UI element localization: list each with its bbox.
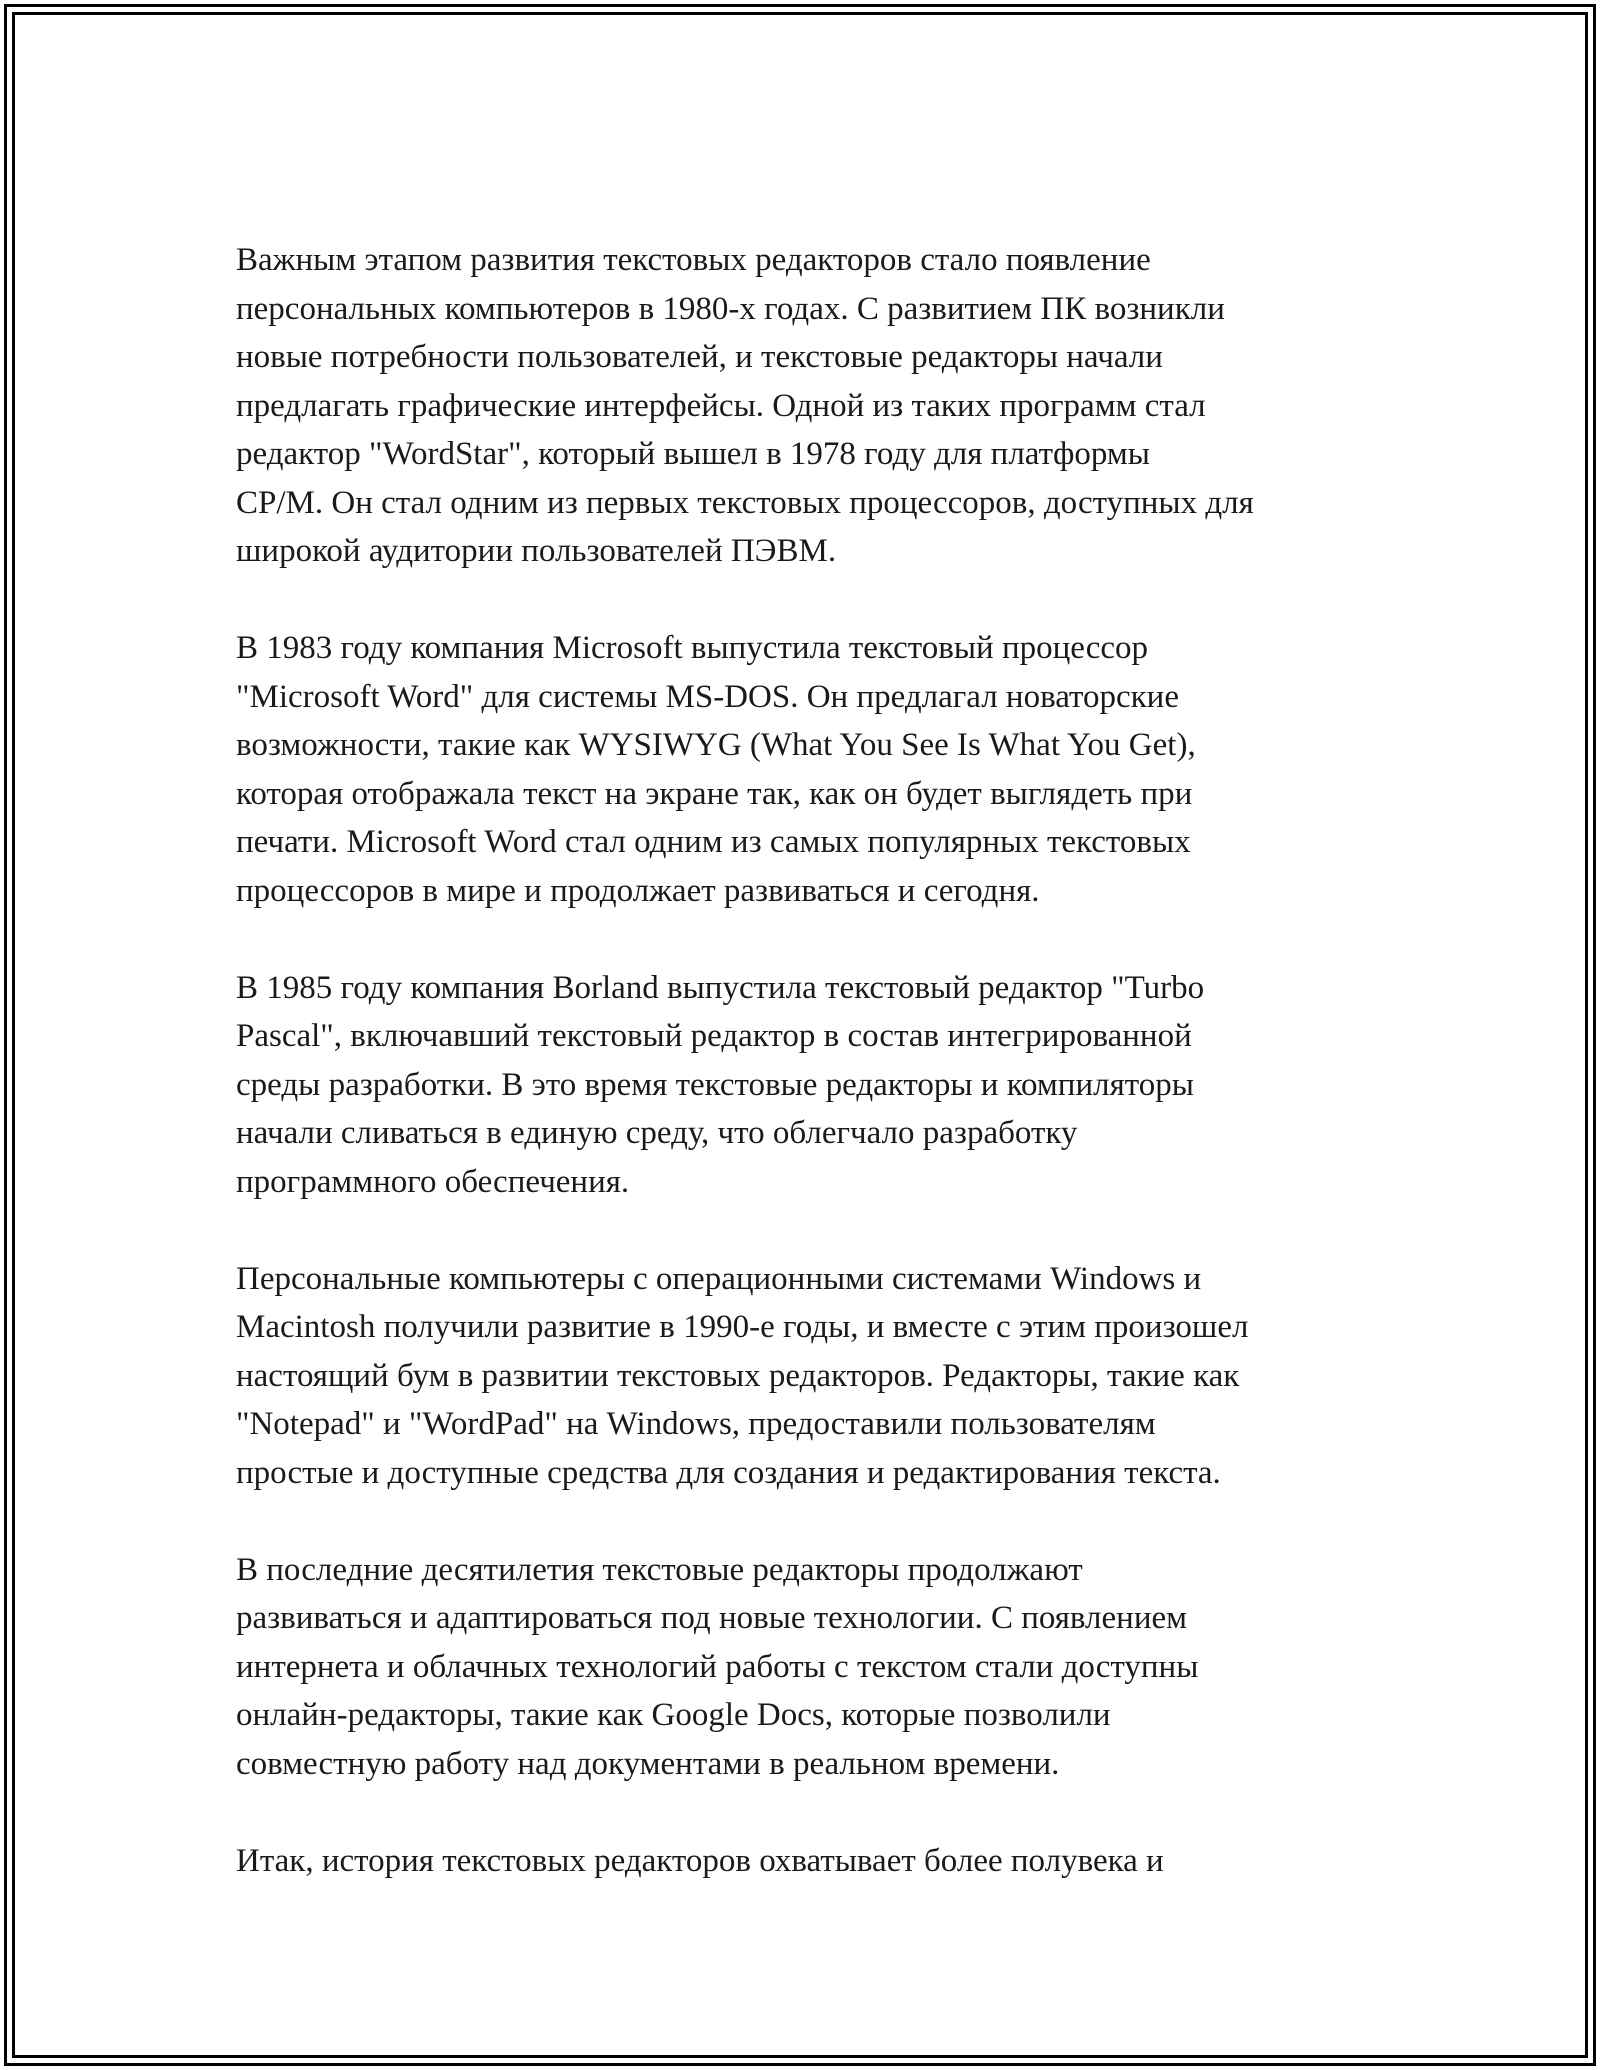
document-body (236, 236, 1386, 1934)
paragraph-2: В 1983 году компания Microsoft выпустила текстовый процессор "Microsoft Word" для системы MS-DOS. Он предлагал новаторские возможности, такие как WYSIWYG (What You See Is What You Get), которая отображала текст на экране так, как он будет выглядеть при печати. Microsoft Word стал одним из самых популярных текстовых процессоров в мире и продолжает развиваться и сегодня. (236, 630, 1196, 909)
paragraph-6: Итак, история текстовых редакторов охватывает более полувека и (236, 1842, 1164, 1879)
paragraph-4: Персональные компьютеры с операционными системами Windows и Macintosh получили развитие в 1990-е годы, и вместе с этим произошел настоящий бум в развитии текстовых редакторов. Редакторы, такие как "Notepad" и "WordPad" на Windows, предоставили пользователям простые и доступные средства для создания и редактирования текста. (236, 1260, 1249, 1491)
paragraph-5: В последние десятилетия текстовые редакторы продолжают развиваться и адаптироваться под новые технологии. С появлением интернета и облачных технологий работы с текстом стали доступны онлайн-редакторы, такие как Google Docs, которые позволили совместную работу над документами в реальном времени. (236, 1551, 1199, 1782)
paragraph-1: Важным этапом развития текстовых редакторов стало появление персональных компьютеров в 1980-х годах. С развитием ПК возникли новые потребности пользователей, и текстовые редакторы начали предлагать графические интерфейсы. Одной из таких программ стал редактор "WordStar", который вышел в 1978 году для платформы CP/M. Он стал одним из первых текстовых процессоров, доступных для широкой аудитории пользователей ПЭВМ. (236, 242, 1254, 569)
paragraph-3: В 1985 году компания Borland выпустила текстовый редактор "Turbo Pascal", включавший текстовый редактор в состав интегрированной среды разработки. В это время текстовые редакторы и компиляторы начали сливаться в единую среду, что облегчало разработку программного обеспечения. (236, 969, 1205, 1200)
